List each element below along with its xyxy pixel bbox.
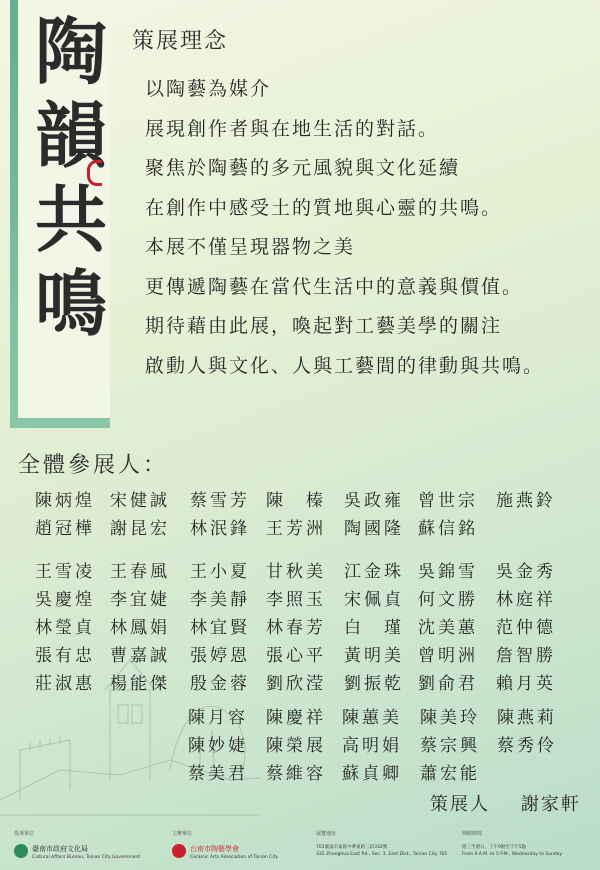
organizer-en: Cultural Affairs Bureau, Tainan City Government [32, 855, 141, 860]
participant-name: 王小夏 [190, 562, 250, 582]
participants-heading: 全體參展人： [18, 453, 169, 478]
participant-name: 林春芳 [266, 618, 326, 638]
address-label: 展覽地址 [316, 831, 337, 837]
participant-name: 陳美玲 [420, 708, 480, 728]
participant-name: 李宜婕 [110, 590, 170, 610]
concept-line: 期待藉由此展，喚起對工藝美學的關注 [145, 315, 503, 337]
participant-name: 曾世宗 [418, 491, 478, 511]
concept-line: 本展不僅呈現器物之美 [145, 236, 356, 258]
participant-name: 宋健誠 [110, 491, 170, 511]
participant-name: 李美靜 [190, 590, 250, 610]
participant-name: 林宜賢 [190, 618, 250, 638]
concept-line: 在創作中感受土的質地與心靈的共鳴。 [145, 196, 503, 219]
participant-name: 劉振乾 [344, 674, 404, 694]
participant-name: 宋佩貞 [344, 590, 404, 610]
participant-name: 陳 榛 [266, 491, 326, 511]
participant-name: 張有忠 [35, 646, 95, 666]
participant-name: 曾明洲 [418, 646, 478, 666]
participant-name: 陳蕙美 [342, 708, 402, 728]
participant-name: 范仲德 [496, 618, 556, 638]
participant-name: 蔡維容 [266, 764, 326, 784]
participant-name: 吳錦雪 [418, 562, 478, 582]
organizer-logo-icon [14, 844, 28, 858]
participant-name: 陳妙婕 [188, 736, 248, 756]
participant-name: 施燕鈴 [496, 491, 556, 511]
participant-name: 陳月容 [188, 708, 248, 728]
host-label: 主辦單位 [172, 831, 193, 837]
curator-label: 策展人 [430, 794, 490, 815]
participant-name: 陶國隆 [344, 519, 404, 539]
concept-line: 以陶藝為媒介 [145, 78, 272, 100]
host-en: Ceramic Arts Association of Tainan City [190, 855, 279, 860]
participant-name: 張婷恩 [190, 646, 250, 666]
participant-name: 劉欣滢 [266, 674, 326, 694]
participant-name: 黃明美 [344, 646, 404, 666]
address-zh: 701臺南市東區中華東路三段332號 [316, 845, 388, 850]
participant-name: 莊淑惠 [35, 674, 95, 694]
participant-name: 陳慶祥 [266, 708, 326, 728]
participant-name: 殷金蓉 [190, 674, 250, 694]
participant-name: 謝昆宏 [110, 519, 170, 539]
participant-name: 林泯鋒 [190, 519, 250, 539]
participant-name: 王春風 [110, 562, 170, 582]
participant-name: 何文勝 [418, 590, 478, 610]
organizer-label: 指導單位 [14, 831, 35, 837]
participant-name: 王芳洲 [266, 519, 326, 539]
hours-label: 開館時間 [462, 831, 483, 837]
footer [0, 826, 600, 870]
participant-name: 陳榮展 [266, 736, 326, 756]
participant-name: 賴月英 [496, 674, 556, 694]
participant-name: 吳慶煌 [35, 590, 95, 610]
participant-name: 林庭祥 [496, 590, 556, 610]
participant-name: 吳政雍 [344, 491, 404, 511]
curator-name: 謝家軒 [520, 794, 581, 815]
participant-name: 甘秋美 [266, 562, 326, 582]
concept-line: 更傳遞陶藝在當代生活中的意義與價值。 [145, 275, 524, 298]
hours-en: From 9 A.M. to 5 P.M., Wednesday to Sunday [462, 852, 563, 857]
participant-name: 蔡宗興 [420, 736, 480, 756]
host-logo-icon [172, 844, 186, 858]
concept-line: 啟動人與文化、人與工藝間的律動與共鳴。 [145, 354, 545, 377]
participant-name: 曹嘉誠 [110, 646, 170, 666]
participant-name: 蕭宏能 [420, 764, 480, 784]
address-en: 332 Zhonghua East Rd., Sec. 3, East Dist., Tainan City 701 [316, 852, 448, 857]
curator-credit [430, 790, 581, 816]
participant-name: 趙冠樺 [35, 519, 95, 539]
participant-name: 高明娟 [342, 736, 402, 756]
participant-name: 林鳳娟 [110, 618, 170, 638]
participant-name: 陳炳煌 [35, 491, 95, 511]
concept-heading: 策展理念 [132, 29, 229, 54]
title-char: 韻 [34, 93, 107, 178]
concept-line: 聚焦於陶藝的多元風貌與文化延續 [145, 157, 461, 179]
red-brush-mark [87, 160, 102, 186]
organizer-name: 臺南市政府文化局 [32, 845, 88, 853]
participant-name: 陳燕莉 [497, 708, 557, 728]
concept-text [145, 70, 544, 386]
title-char: 鳴 [34, 261, 107, 346]
hours-zh: 週三至週日，上午9點至下午5點 [462, 845, 527, 850]
participant-name: 蔡美君 [188, 764, 248, 784]
participant-name: 沈美蕙 [418, 618, 478, 638]
title-char: 共 [34, 177, 107, 262]
participant-name: 林瑩貞 [35, 618, 95, 638]
participant-name: 吳金秀 [496, 562, 556, 582]
host-name: 台南市陶藝學會 [190, 845, 239, 853]
title-char: 陶 [34, 9, 107, 94]
participant-name: 張心平 [266, 646, 326, 666]
participant-name: 楊能傑 [110, 674, 170, 694]
participant-name: 蔡雪芳 [190, 491, 250, 511]
participant-name: 詹智勝 [496, 646, 556, 666]
participant-name: 江金珠 [344, 562, 404, 582]
concept-line: 展現創作者與在地生活的對話。 [145, 117, 440, 140]
participant-name: 王雪凌 [35, 562, 95, 582]
participant-name: 白 瑾 [344, 618, 404, 638]
participant-name: 劉俞君 [418, 674, 478, 694]
participant-name: 蔡秀伶 [497, 736, 557, 756]
participant-name: 蘇貞卿 [342, 764, 402, 784]
participant-name: 李照玉 [266, 590, 326, 610]
participant-name: 蘇信銘 [418, 519, 478, 539]
